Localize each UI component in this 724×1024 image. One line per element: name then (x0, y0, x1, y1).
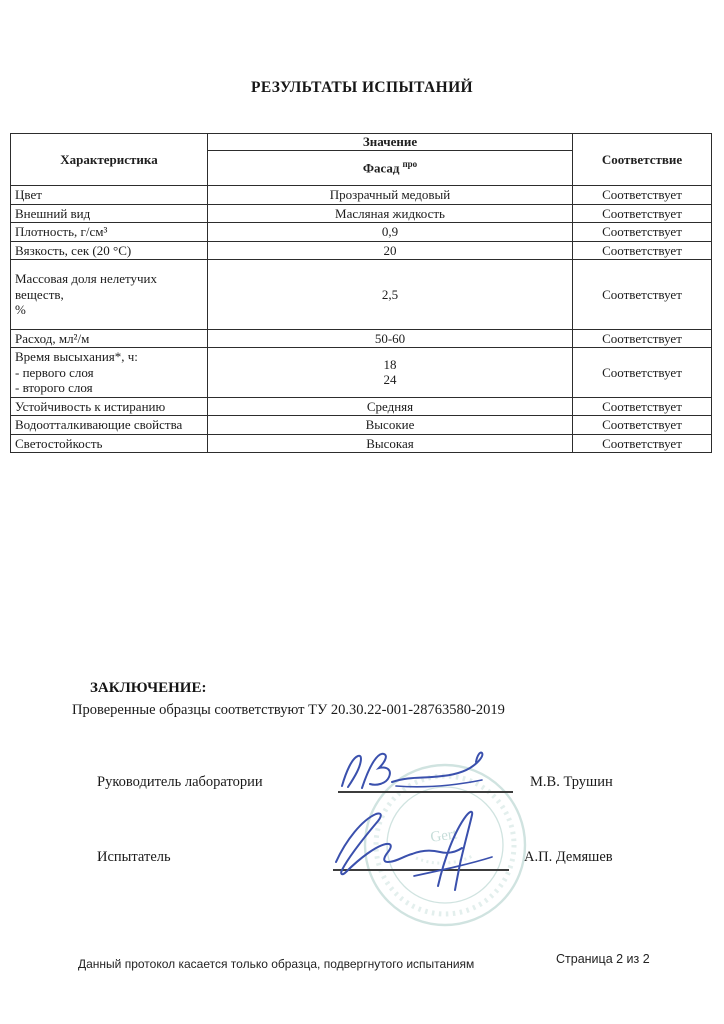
cell-line: Цвет (15, 187, 42, 202)
product-superscript: про (402, 159, 418, 170)
signature-name-tester: А.П. Демяшев (524, 849, 613, 865)
cell-line: Средняя (366, 398, 414, 414)
cell-line: 20 (383, 242, 397, 258)
compliance-cell (573, 329, 712, 348)
results-table-body (11, 186, 712, 453)
signature-role-head-of-lab: Руководитель лаборатории (97, 774, 263, 790)
value-cell (208, 416, 573, 435)
characteristic-cell (11, 260, 208, 330)
page-title: РЕЗУЛЬТАТЫ ИСПЫТАНИЙ (250, 79, 474, 96)
cell-line: Внешний вид (15, 205, 91, 221)
cell-line: 50-60 (374, 330, 406, 346)
characteristic-cell (11, 416, 208, 435)
cell-line: 0,9 (381, 224, 399, 239)
cell-line: Соответствует (602, 224, 682, 239)
footer-page-number: Страница 2 из 2 (556, 952, 650, 966)
compliance-cell (573, 416, 712, 435)
cell-line: Массовая доля нелетучих веществ, (15, 271, 157, 302)
characteristic-cell (11, 223, 208, 242)
tester-signature (318, 798, 513, 903)
table-row (11, 397, 712, 416)
cell-line: Соответствует (602, 417, 682, 432)
compliance-cell (573, 186, 712, 205)
conclusion-text: Проверенные образцы соответствуют ТУ 20.30.22-001-28763580-2019 (72, 702, 505, 718)
head-of-lab-signature (332, 744, 517, 799)
cell-line: Масляная жидкость (335, 205, 445, 221)
cell-line: Соответствует (602, 286, 682, 302)
conclusion-heading: ЗАКЛЮЧЕНИЕ: (90, 680, 207, 696)
col-header-product (208, 151, 573, 186)
cell-line: Соответствует (602, 330, 682, 346)
signature-role-tester: Испытатель (97, 849, 171, 865)
cell-line: - первого слоя (15, 364, 94, 380)
characteristic-cell (11, 348, 208, 398)
col-header-characteristic: Характеристика (11, 134, 208, 186)
cell-line: Соответствует (602, 435, 682, 451)
cell-line: Плотность, г/см³ (15, 224, 108, 239)
stamp-text: Gert (429, 826, 459, 846)
table-row (11, 329, 712, 348)
value-cell (208, 397, 573, 416)
cell-line: Устойчивость к истиранию (15, 398, 166, 414)
cell-line: Соответствует (602, 187, 682, 202)
cell-line: Светостойкость (15, 435, 103, 451)
cell-line: Высокая (366, 435, 414, 451)
table-row (11, 204, 712, 223)
table-row (11, 434, 712, 453)
cell-line: Расход, мл²/м (15, 330, 90, 346)
value-cell (208, 329, 573, 348)
cell-line: Время высыхания*, ч: (15, 349, 138, 364)
cell-line: 24 (383, 372, 397, 388)
footer-note: Данный протокол касается только образца, подвергнутого испытаниям (78, 957, 475, 971)
compliance-cell (573, 397, 712, 416)
cell-line: Соответствует (602, 398, 682, 414)
header-row-top (11, 134, 712, 151)
value-cell (208, 434, 573, 453)
col-header-value-group: Значение (208, 134, 573, 151)
value-cell (208, 204, 573, 223)
cell-line: Вязкость, сек (20 °С) (15, 242, 132, 258)
cell-line: Соответствует (602, 364, 682, 380)
value-cell (208, 186, 573, 205)
cell-line: Водоотталкивающие свойства (15, 417, 183, 432)
compliance-cell (573, 260, 712, 330)
table-row (11, 186, 712, 205)
table-row (11, 223, 712, 242)
cell-line: Соответствует (602, 205, 682, 221)
characteristic-cell (11, 241, 208, 260)
value-cell (208, 241, 573, 260)
table-row (11, 416, 712, 435)
table-row (11, 241, 712, 260)
table-row (11, 348, 712, 398)
value-cell (208, 223, 573, 242)
compliance-cell (573, 348, 712, 398)
col-header-compliance: Соответствие (573, 134, 712, 186)
compliance-cell (573, 204, 712, 223)
product-name: Фасад (362, 160, 400, 176)
characteristic-cell (11, 434, 208, 453)
compliance-cell (573, 241, 712, 260)
cell-line: 18 (383, 356, 397, 372)
results-table (10, 133, 712, 453)
results-table-header (11, 134, 712, 186)
characteristic-cell (11, 186, 208, 205)
signature-name-head-of-lab: М.В. Трушин (530, 774, 613, 790)
characteristic-cell (11, 329, 208, 348)
value-cell (208, 348, 573, 398)
cell-line: % (15, 302, 26, 317)
compliance-cell (573, 223, 712, 242)
cell-line: 2,5 (381, 286, 399, 302)
characteristic-cell (11, 397, 208, 416)
cell-line: Прозрачный медовый (329, 187, 451, 202)
characteristic-cell (11, 204, 208, 223)
cell-line: Соответствует (602, 242, 682, 258)
table-row (11, 260, 712, 330)
cell-line: - второго слоя (15, 380, 93, 395)
cell-line: Высокие (365, 417, 415, 432)
compliance-cell (573, 434, 712, 453)
value-cell (208, 260, 573, 330)
